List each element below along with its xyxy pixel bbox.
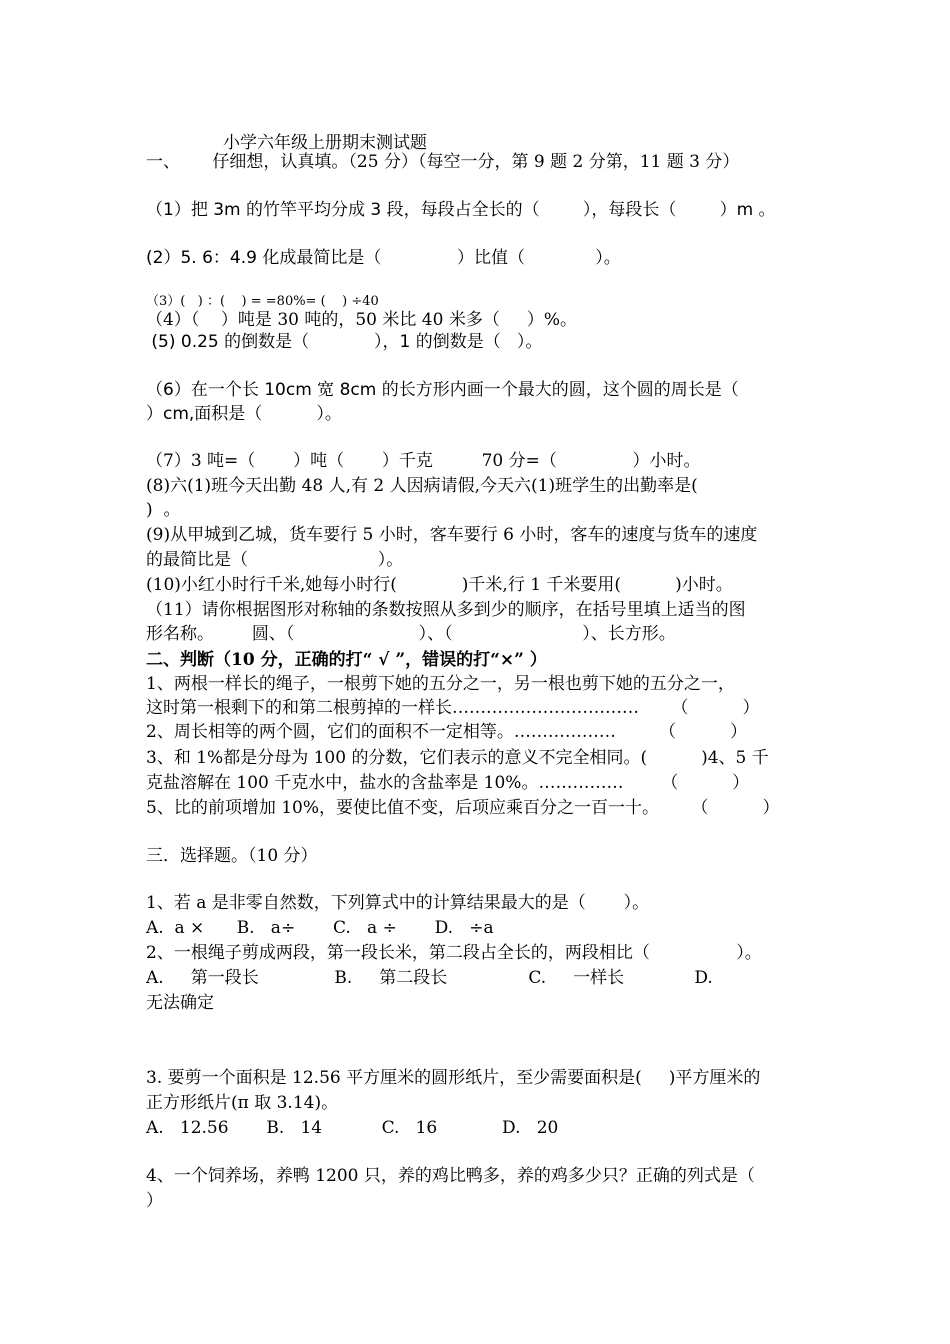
question-9-line1: (9)从甲城到乙城，货车要行 5 小时，客车要行 6 小时，客车的速度与货车的速度 xyxy=(146,525,758,545)
choice-2-option-d: 无法确定 xyxy=(146,993,214,1013)
question-9-line2: 的最简比是（ ）。 xyxy=(146,550,404,570)
choice-3-line2: 正方形纸片(π 取 3.14)。 xyxy=(146,1093,339,1113)
question-6-line1: （6）在一个长 10cm 宽 8cm 的长方形内画一个最大的圆，这个圆的周长是（ xyxy=(146,380,739,400)
page-title: 小学六年级上册期末测试题 xyxy=(223,133,427,153)
question-3: （3）( ) ：( ) = =80%= ( ) ÷40 xyxy=(146,294,379,309)
choice-4-line1: 4、一个饲养场，养鸭 1200 只，养的鸡比鸭多，养的鸡多少只？正确的列式是（ xyxy=(146,1166,755,1186)
choice-4-line2: ） xyxy=(146,1191,163,1211)
judge-1-line2: 这时第一根剩下的和第二根剪掉的一样长…………………………… （ ） xyxy=(146,698,760,718)
section3-heading: 三．选择题。（10 分） xyxy=(146,846,318,866)
question-8-line1: (8)六(1)班今天出勤 48 人,有 2 人因病请假,今天六(1)班学生的出勤率是( xyxy=(146,476,698,496)
section1-heading: 一、 仔细想，认真填。（25 分）（每空一分，第 9 题 2 分第，11 题 3 分） xyxy=(146,152,740,172)
judge-5: 5、比的前项增加 10%，要使比值不变，后项应乘百分之一百一十。 （ ） xyxy=(146,798,780,818)
question-11-line2: 形名称。 圆、（ ）、（ ）、长方形。 xyxy=(146,624,676,644)
choice-2: 2、一根绳子剪成两段，第一段长米，第二段占全长的，两段相比（ ）。 xyxy=(146,943,762,963)
choice-3-line1: 3. 要剪一个面积是 12.56 平方厘米的圆形纸片，至少需要面积是( )平方厘米的 xyxy=(146,1068,761,1088)
question-11-line1: （11）请你根据图形对称轴的条数按照从多到少的顺序，在括号里填上适当的图 xyxy=(146,600,746,620)
choice-2-options: A. 第一段长 B. 第二段长 C. 一样长 D. xyxy=(146,968,713,988)
question-1: （1）把 3m 的竹竿平均分成 3 段，每段占全长的（ ），每段长（ ）m 。 xyxy=(146,200,776,220)
section2-heading: 二、判断（10 分，正确的打“ √ ”，错误的打“×” ） xyxy=(146,650,547,670)
question-5: (5) 0.25 的倒数是（ ），1 的倒数是（ ）。 xyxy=(146,332,543,352)
choice-1-options: A. a × B. a÷ C. a ÷ D. ÷a xyxy=(146,918,494,938)
question-8-line2: ) 。 xyxy=(146,500,181,520)
question-4: （4）（ ）吨是 30 吨的，50 米比 40 米多（ ）%。 xyxy=(146,310,578,330)
question-6-line2: ）cm,面积是（ ）。 xyxy=(146,404,342,424)
judge-3-line1: 3、和 1%都是分母为 100 的分数，它们表示的意义不完全相同。( )4、5 千 xyxy=(146,748,769,768)
question-7: （7）3 吨=（ ）吨（ ）千克 70 分=（ ）小时。 xyxy=(146,451,701,471)
judge-3-line2: 克盐溶解在 100 千克水中，盐水的含盐率是 10%。…………… （ ） xyxy=(146,773,750,793)
choice-1: 1、若 a 是非零自然数，下列算式中的计算结果最大的是（ ）。 xyxy=(146,893,650,913)
judge-2: 2、周长相等的两个圆，它们的面积不一定相等。……………… （ ） xyxy=(146,722,748,742)
question-10: (10)小红小时行千米,她每小时行( )千米,行 1 千米要用( )小时。 xyxy=(146,575,733,595)
choice-3-options: A. 12.56 B. 14 C. 16 D. 20 xyxy=(146,1118,559,1138)
question-2: (2）5. 6：4.9 化成最简比是（ ）比值（ ）。 xyxy=(146,248,621,268)
judge-1-line1: 1、两根一样长的绳子，一根剪下她的五分之一，另一根也剪下她的五分之一， xyxy=(146,674,735,694)
